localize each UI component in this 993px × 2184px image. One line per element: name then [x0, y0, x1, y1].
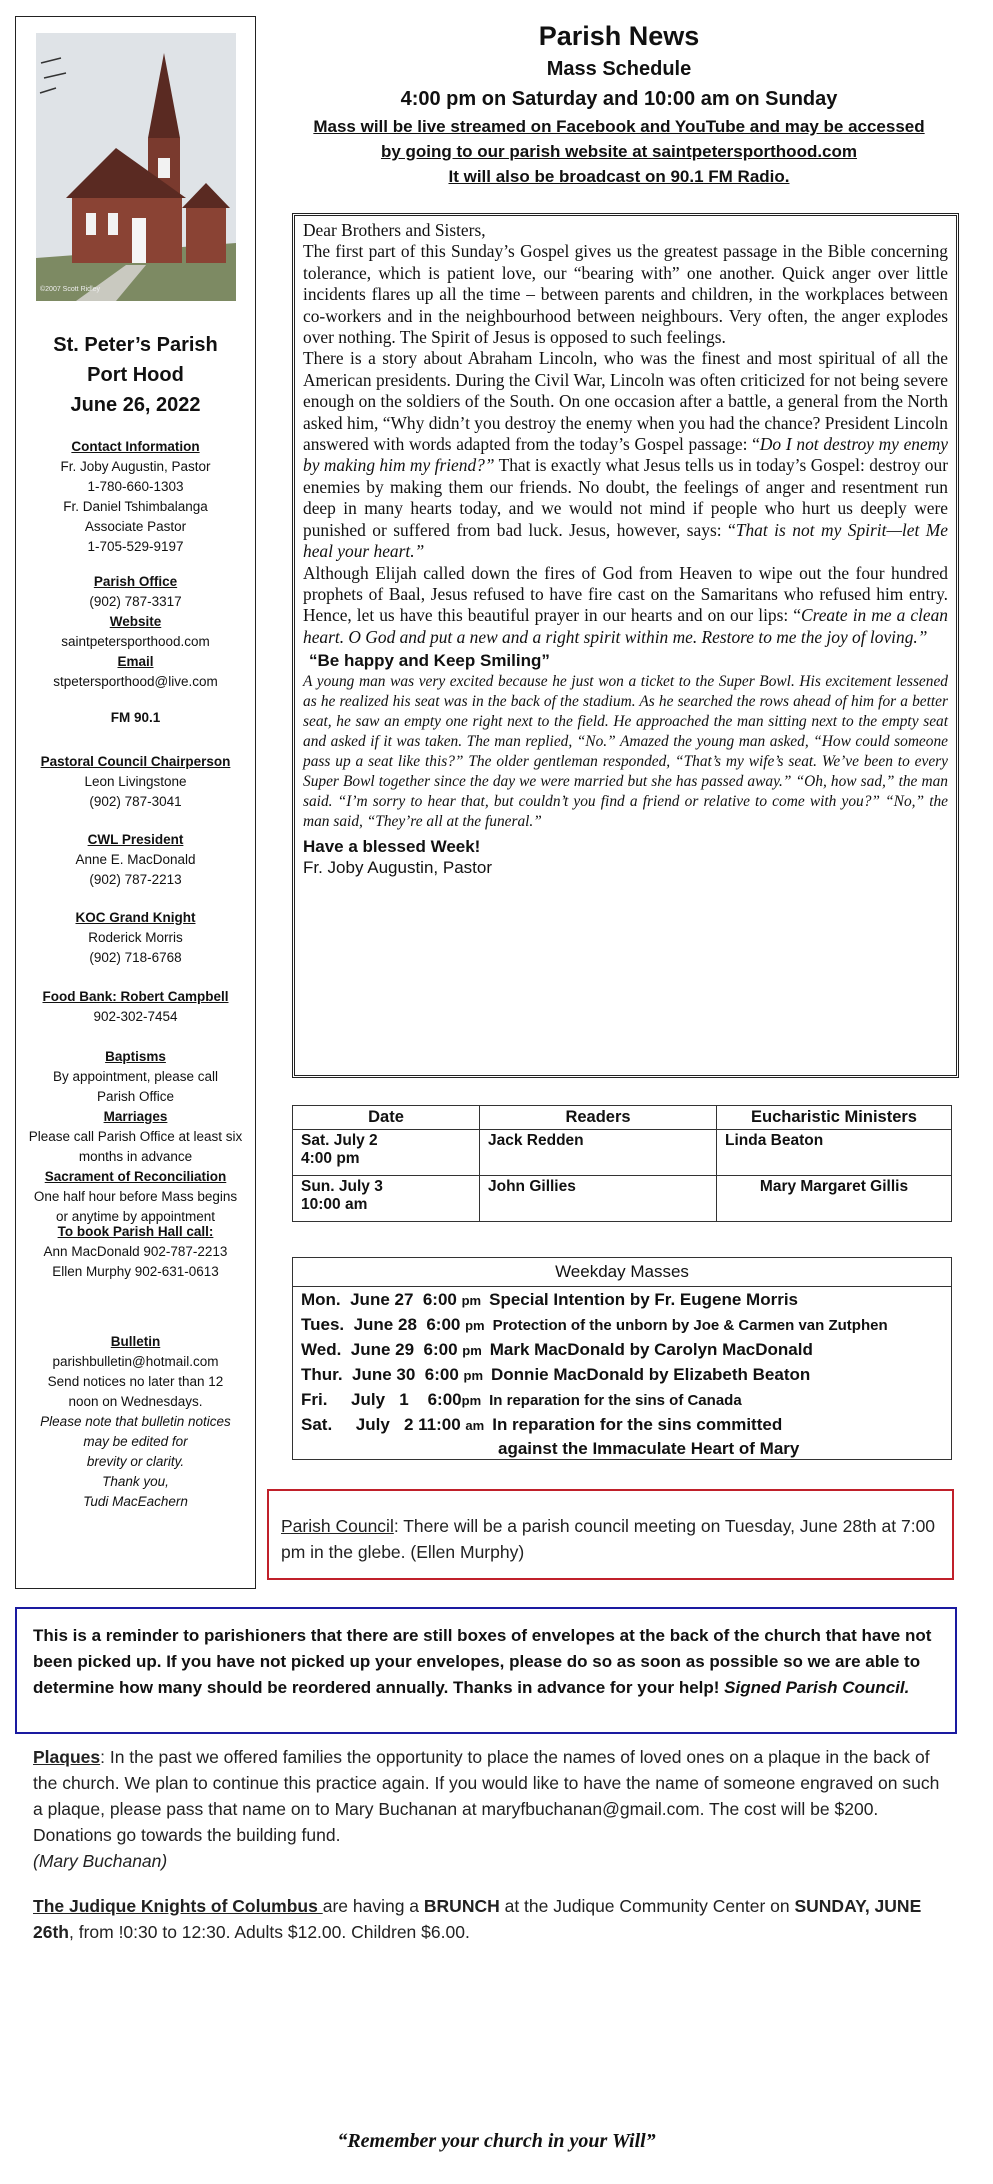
- page-title: Parish News: [538, 21, 700, 51]
- contact-line: 1-705-529-9197: [87, 539, 184, 554]
- bulletin-note: Please note that bulletin notices: [40, 1414, 231, 1429]
- table-row: [293, 1176, 952, 1222]
- office-info: [16, 572, 255, 692]
- reminder-text: This is a reminder to parishioners that there are still boxes of envelopes at the back of the church that have not been picked up. If you have not picked up your envelopes, please do so as soon as possible so we are able to determine how many should be reordered annually. Thanks in advance for your help!: [33, 1626, 932, 1697]
- knights-notice: [33, 1893, 943, 1945]
- mass-intention: Mark MacDonald by Carolyn MacDonald: [489, 1340, 813, 1359]
- koc-phone: (902) 718-6768: [89, 950, 182, 965]
- joke-title: “Be happy and Keep Smiling”: [309, 651, 550, 671]
- reader-cell: Jack Redden: [480, 1130, 717, 1176]
- bulletin-line: Send notices no later than 12: [47, 1374, 224, 1389]
- reader-cell: John Gillies: [480, 1176, 717, 1222]
- parish-identity: [16, 330, 255, 420]
- bulletin-note: brevity or clarity.: [86, 1454, 185, 1469]
- joke-text: A young man was very excited because he just won a ticket to the Super Bowl. His excitement lessened as he realized his seat was in the back of the stadium. As he searched the rows ahead of him for a better seat, he saw an empty one right next to the field. He approached the man sitting next to the empty seat and asked if it was taken. The man replied, “No.” Amazed the young man asked, “How could someone pass up a seat like this?” The older gentleman responded, “That’s my wife’s seat. We’ve been to every Super Bowl together since the day we were married but she has passed away.” “Oh, how sad,” the man said. “I’m sorry to hear that, but couldn’t you find a friend or relative to come with you?” “No,” the man said, “They’re all at the funeral.”: [303, 672, 948, 830]
- knights-text: are having a: [322, 1896, 424, 1916]
- parish-hall: [16, 1222, 255, 1282]
- reconciliation-line: One half hour before Mass begins: [33, 1189, 238, 1204]
- table-header-row: [293, 1106, 952, 1130]
- mass-ampm: pm: [465, 1318, 485, 1333]
- mass-intention: Donnie MacDonald by Elizabeth Beaton: [491, 1365, 811, 1384]
- mass-date: Wed. June 29 6:00: [301, 1340, 463, 1359]
- marriages-line: months in advance: [78, 1149, 193, 1164]
- mass-ampm: pm: [461, 1293, 482, 1308]
- mass-ampm: pm: [463, 1368, 484, 1383]
- bulletin-note: may be edited for: [83, 1434, 188, 1449]
- mass-date: Thur. June 30 6:00: [301, 1365, 464, 1384]
- mass-schedule-heading: Mass Schedule: [546, 58, 692, 80]
- food-heading: Food Bank: Robert Campbell: [42, 989, 229, 1004]
- mass-times: 4:00 pm on Saturday and 10:00 am on Sunday: [400, 88, 838, 110]
- pcc-name: Leon Livingstone: [84, 774, 187, 789]
- mass-date: Tues. June 28 6:00: [301, 1315, 466, 1334]
- stream-notice: by going to our parish website at saintpetersporthood.com: [380, 142, 858, 161]
- mass-ampm: am: [465, 1418, 485, 1433]
- letter-paragraph: [303, 348, 948, 562]
- contact-heading: Contact Information: [71, 439, 200, 454]
- mass-intention: In reparation for the sins of Canada: [489, 1392, 742, 1409]
- list-item: [301, 1315, 888, 1335]
- hall-line: Ellen Murphy 902-631-0613: [52, 1264, 219, 1279]
- sidebar: [15, 16, 256, 1589]
- envelope-reminder: [15, 1607, 957, 1734]
- mass-intention: In reparation for the sins committed: [492, 1415, 783, 1434]
- cwl: [16, 830, 255, 890]
- website-heading: Website: [109, 614, 162, 629]
- letter-quote: Create in me a clean heart. O God and put a new and a right spirit within me. Restore to me the joy of loving.”: [303, 605, 948, 647]
- knights-text: at the Judique Community Center on: [499, 1896, 795, 1916]
- letter-greeting: Dear Brothers and Sisters,: [303, 220, 486, 240]
- mass-date: Mon. June 27 6:00: [301, 1290, 462, 1309]
- time-line: 10:00 am: [301, 1196, 368, 1213]
- time-line: 4:00 pm: [301, 1150, 360, 1167]
- parish-council-notice: [267, 1489, 954, 1580]
- office-heading: Parish Office: [93, 574, 178, 589]
- koc-name: Roderick Morris: [88, 930, 183, 945]
- weekday-title: Weekday Masses: [293, 1258, 951, 1287]
- cwl-name: Anne E. MacDonald: [75, 852, 196, 867]
- mass-ampm: pm: [462, 1343, 482, 1358]
- bulletin-info: [16, 1332, 255, 1512]
- food-bank: [16, 987, 255, 1027]
- church-illustration: [36, 33, 236, 301]
- contact-line: Fr. Daniel Tshimbalanga: [63, 499, 208, 514]
- email-heading: Email: [117, 654, 154, 669]
- hall-heading: To book Parish Hall call:: [57, 1224, 214, 1239]
- parish-town: Port Hood: [87, 364, 184, 386]
- contact-line: Associate Pastor: [84, 519, 187, 534]
- koc: [16, 908, 255, 968]
- knights-day: SUNDAY, JUNE 26th: [33, 1896, 922, 1942]
- email-link[interactable]: stpetersporthood@live.com: [53, 674, 218, 689]
- office-phone: (902) 787-3317: [89, 594, 182, 609]
- plaques-label: Plaques: [33, 1747, 101, 1767]
- sacraments: [16, 1047, 255, 1227]
- minister-cell: Linda Beaton: [717, 1130, 952, 1176]
- notice-label: Parish Council: [281, 1516, 394, 1536]
- plaques-notice: [33, 1744, 943, 1874]
- weekday-masses: [292, 1257, 952, 1460]
- contact-line: Fr. Joby Augustin, Pastor: [60, 459, 211, 474]
- food-phone: 902-302-7454: [93, 1009, 178, 1024]
- letter-quote: Do I not destroy my enemy by making him my friend?”: [303, 434, 948, 476]
- list-item: [301, 1390, 742, 1410]
- footer-slogan: “Remember your church in your Will”: [337, 2130, 656, 2152]
- letter-paragraph: [303, 563, 948, 649]
- mass-intention: Special Intention by Fr. Eugene Morris: [489, 1290, 798, 1309]
- date-cell: [293, 1130, 480, 1176]
- marriages-heading: Marriages: [103, 1109, 168, 1124]
- pcc-heading: Pastoral Council Chairperson: [40, 754, 231, 769]
- reconciliation-heading: Sacrament of Reconciliation: [44, 1169, 227, 1184]
- bulletin-note: Thank you,: [102, 1474, 169, 1489]
- mass-intention-continued: against the Immaculate Heart of Mary: [498, 1439, 800, 1458]
- cwl-heading: CWL President: [87, 832, 184, 847]
- radio-notice: It will also be broadcast on 90.1 FM Radio.: [448, 167, 790, 186]
- knights-label: The Judique Knights of Columbus: [33, 1896, 323, 1916]
- mass-ampm: pm: [461, 1393, 482, 1408]
- date-cell: [293, 1176, 480, 1222]
- date-line: Sat. July 2: [301, 1132, 378, 1149]
- hall-line: Ann MacDonald 902-787-2213: [43, 1244, 228, 1259]
- column-header: Date: [293, 1106, 480, 1130]
- column-header: Eucharistic Ministers: [717, 1106, 952, 1130]
- fm-radio: FM 90.1: [110, 710, 161, 725]
- koc-heading: KOC Grand Knight: [75, 910, 196, 925]
- table-row: [293, 1130, 952, 1176]
- parish-name: St. Peter’s Parish: [53, 334, 218, 356]
- bulletin-date: June 26, 2022: [70, 394, 201, 416]
- baptisms-line: Parish Office: [96, 1089, 175, 1104]
- letter-paragraph: The first part of this Sunday’s Gospel gives us the greatest passage in the Bible concerning tolerance, which is patient love, our “bearing with” one another. Quick anger over little incidents flares up all the time – between parents and children, in the workplaces between co-workers and in the neighbourhood between neighbours. Very often, the anger explodes over nothing. The Spirit of Jesus is opposed to such feelings.: [303, 241, 948, 348]
- letter-text: That is exactly what Jesus tells us in today’s Gospel: destroy our enemies by making them our friends. No doubt, the feelings of anger and resentment run deep in many hearts today, and we would not mind if people who hurt us deeply were punished or suffered from bad luck. Jesus, however, says: “: [303, 455, 948, 540]
- letter-signature: Fr. Joby Augustin, Pastor: [303, 857, 492, 877]
- website-link[interactable]: saintpetersporthood.com: [61, 634, 210, 649]
- pcc-phone: (902) 787-3041: [89, 794, 182, 809]
- baptisms-heading: Baptisms: [105, 1049, 166, 1064]
- mass-intention: Protection of the unborn by Joe & Carmen van Zutphen: [492, 1317, 888, 1334]
- page-header: [275, 18, 963, 189]
- baptisms-line: By appointment, please call: [52, 1069, 219, 1084]
- pastor-letter: [292, 213, 959, 1078]
- list-item: [301, 1290, 798, 1310]
- mass-date: Fri. July 1 6:00: [301, 1390, 462, 1409]
- knights-text: , from !0:30 to 12:30. Adults $12.00. Children $6.00.: [68, 1922, 470, 1942]
- list-item: [301, 1340, 813, 1360]
- reconciliation-line: or anytime by appointment: [55, 1209, 216, 1224]
- date-line: Sun. July 3: [301, 1178, 383, 1195]
- letter-text: Although Elijah called down the fires of God from Heaven to wipe out the four hundred prophets of Baal, Jesus refused to have fire cast on the Samaritans who refused him entry. Hence, let us have this beautiful prayer in our hearts and on our lips: “: [303, 562, 948, 626]
- contact-line: 1-780-660-1303: [87, 479, 184, 494]
- bulletin-email[interactable]: parishbulletin@hotmail.com: [52, 1354, 219, 1369]
- bulletin-note: Tudi MacEachern: [83, 1494, 188, 1509]
- mass-date: Sat. July 2 11:00: [301, 1415, 466, 1434]
- stream-notice: Mass will be live streamed on Facebook and YouTube and may be accessed: [313, 117, 925, 136]
- list-item: [301, 1365, 810, 1385]
- letter-closing: Have a blessed Week!: [303, 836, 481, 856]
- minister-cell: Mary Margaret Gillis: [717, 1176, 952, 1222]
- reminder-signature: Signed Parish Council.: [724, 1678, 910, 1697]
- letter-text: There is a story about Abraham Lincoln, who was the finest and most spiritual of all the American presidents. During the Civil War, Lincoln was often criticized for not being severe enough on the soldiers of the South. On one occasion after a battle, a general from the North asked him, “Why didn’t you destroy the enemy when you had the chance? President Lincoln answered with words adapted from the today’s Gospel passage: “: [303, 348, 948, 455]
- contact-info: [16, 437, 255, 557]
- notice-text: : There will be a parish council meeting on Tuesday, June 28th at 7:00 pm in the glebe. (Ellen Murphy): [281, 1516, 936, 1562]
- church-photo: [36, 33, 236, 301]
- photo-caption: ©2007 Scott Ridley: [40, 286, 101, 293]
- list-item: [301, 1415, 782, 1435]
- cwl-phone: (902) 787-2213: [89, 872, 182, 887]
- pastoral-council: [16, 752, 255, 812]
- plaques-text: : In the past we offered families the opportunity to place the names of loved ones on a plaque in the back of the church. We plan to continue this practice again. If you would like to have the name of someone engraved on such a plaque, please pass that name on to Mary Buchanan at maryfbuchanan@gmail.com. The cost will be $200. Donations go towards the building fund.: [33, 1747, 940, 1845]
- marriages-line: Please call Parish Office at least six: [28, 1129, 243, 1144]
- plaques-author: (Mary Buchanan): [33, 1851, 168, 1871]
- readers-table: [292, 1105, 952, 1222]
- column-header: Readers: [480, 1106, 717, 1130]
- letter-quote: That is not my Spirit—let Me heal your heart.”: [303, 519, 949, 562]
- knights-brunch: BRUNCH: [423, 1896, 500, 1916]
- bulletin-heading: Bulletin: [110, 1334, 161, 1349]
- bulletin-line: noon on Wednesdays.: [68, 1394, 203, 1409]
